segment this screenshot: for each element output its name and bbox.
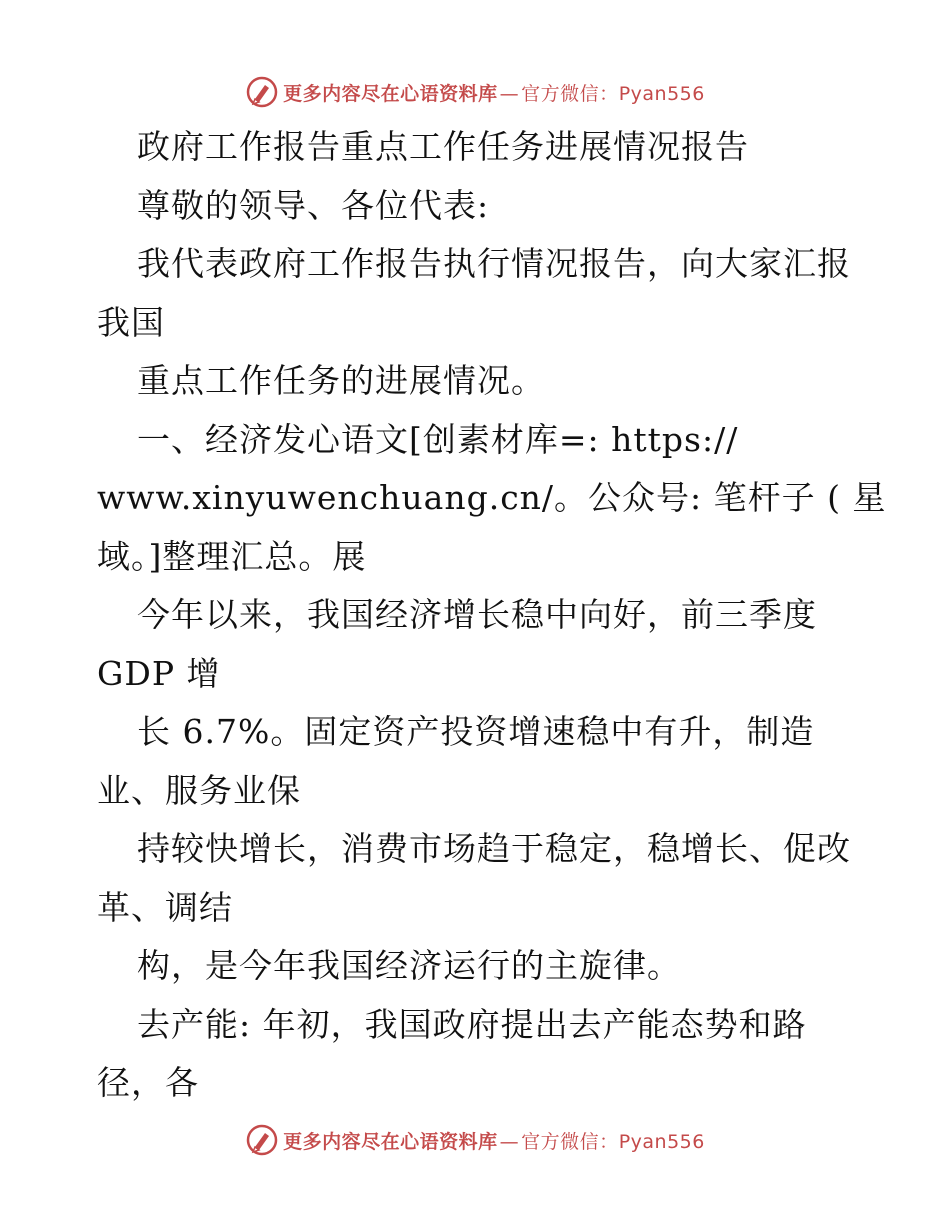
document-body bbox=[97, 118, 887, 1113]
paragraph-line: 去产能: 年初，我国政府提出去产能态势和路 bbox=[137, 1004, 807, 1044]
header-banner-text bbox=[283, 79, 705, 106]
footer-wechat-id: Pyan556 bbox=[618, 1130, 705, 1153]
paragraph-line: www.xinyuwenchuang.cn/。公众号: 笔杆子 ( 星 bbox=[97, 478, 887, 517]
paragraph-line: 长 6.7%。固定资产投资增速稳中有升，制造 bbox=[137, 712, 815, 751]
paragraph-line: 我代表政府工作报告执行情况报告，向大家汇报 bbox=[137, 244, 851, 283]
paragraph-line: 构，是今年我国经济运行的主旋律。 bbox=[137, 946, 681, 985]
paragraph-line: 今年以来，我国经济增长稳中向好，前三季度 bbox=[137, 595, 817, 634]
paragraph-line: 革、调结 bbox=[97, 887, 233, 927]
paragraph-line: 重点工作任务的进展情况。 bbox=[137, 361, 545, 400]
salutation: 尊敬的领导、各位代表: bbox=[137, 185, 490, 225]
header-banner-label: 官方微信： bbox=[521, 82, 619, 105]
footer-banner-text bbox=[283, 1127, 705, 1154]
footer-banner-main: 更多内容尽在心语资料库 bbox=[283, 1130, 498, 1153]
header-banner-separator: — bbox=[499, 82, 520, 105]
paragraph-line: 径，各 bbox=[97, 1063, 199, 1102]
paragraph-line: 域。]整理汇总。展 bbox=[97, 536, 367, 576]
paragraph-line: 持较快增长，消费市场趋于稳定，稳增长、促改 bbox=[137, 829, 851, 868]
paragraph-line: 业、服务业保 bbox=[97, 770, 301, 810]
paragraph-line: GDP 增 bbox=[97, 653, 221, 693]
header-banner bbox=[0, 72, 950, 112]
pen-logo-icon bbox=[245, 1123, 279, 1157]
header-wechat-id: Pyan556 bbox=[618, 82, 705, 105]
section-heading: 一、经济发心语文[创素材库=: https:// bbox=[137, 419, 739, 459]
header-banner-main: 更多内容尽在心语资料库 bbox=[283, 82, 498, 105]
footer-banner-label: 官方微信： bbox=[521, 1130, 619, 1153]
footer-banner-separator: — bbox=[499, 1130, 520, 1153]
footer-banner bbox=[0, 1120, 950, 1160]
paragraph-line: 我国 bbox=[97, 302, 165, 342]
pen-logo-icon bbox=[245, 75, 279, 109]
doc-title: 政府工作报告重点工作任务进展情况报告 bbox=[137, 127, 749, 166]
